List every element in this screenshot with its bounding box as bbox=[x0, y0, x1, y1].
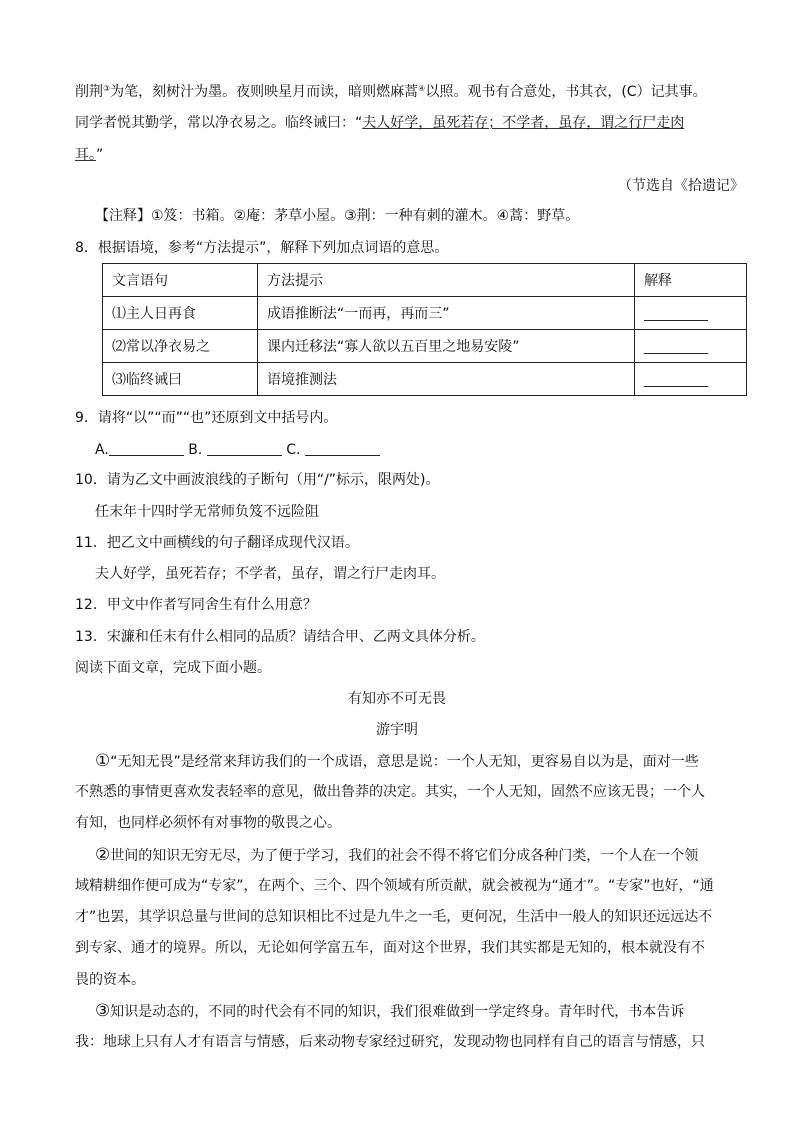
paragraph-1-line-2: 不熟悉的事情更喜欢发表轻率的意见，做出鲁莽的决定。其实，一个人无知，固然不应该无畏；一个人 bbox=[75, 784, 705, 800]
table-row bbox=[103, 297, 747, 330]
q11-sentence: 夫人好学，虽死若存；不学者，虽存，谓之行尸走肉耳。 bbox=[95, 566, 445, 582]
paragraph-1-line-3: 有知，也同样必须怀有对事物的敬畏之心。 bbox=[75, 815, 341, 831]
q10-sentence: 任末年十四时学无常师负笈不远险阻 bbox=[95, 504, 319, 520]
question-9: 9．请将“以”“而”“也”还原到文中括号内。 bbox=[75, 410, 338, 426]
underlined-sentence-end: 耳。 bbox=[75, 147, 96, 163]
header-hint: 方法提示 bbox=[258, 264, 635, 297]
article-title: 有知亦不可无畏 bbox=[348, 691, 446, 707]
question-11: 11．把乙文中画横线的句子翻译成现代汉语。 bbox=[75, 535, 359, 551]
q8-table bbox=[102, 263, 747, 396]
row-hint: 语境推测法 bbox=[258, 363, 635, 396]
question-13: 13．宋濂和任末有什么相同的品质？请结合甲、乙两文具体分析。 bbox=[75, 629, 485, 645]
article-author: 游宇明 bbox=[376, 722, 418, 738]
underlined-sentence: 夫人好学，虽死若存；不学者，虽存，谓之行尸走肉 bbox=[362, 115, 685, 131]
paragraph-3-line-1: ③知识是动态的，不同的时代会有不同的知识，我们很难做到一学定终身。青年时代，书本告诉 bbox=[95, 1001, 685, 1021]
reading-intro: 阅读下面文章，完成下面小题。 bbox=[75, 660, 271, 676]
row-sentence: ⑶临终诫曰 bbox=[103, 363, 258, 396]
header-sentence: 文言语句 bbox=[103, 264, 258, 297]
row-sentence: ⑴主人日再食 bbox=[103, 297, 258, 330]
blank-a[interactable] bbox=[109, 439, 184, 456]
paragraph-2-line-1: ②世间的知识无穷无尽，为了便于学习，我们的社会不得不将它们分成各种门类，一个人在一个领 bbox=[95, 845, 699, 865]
paragraph-2-line-3: 才”也罢，其学识总量与世间的总知识相比不过是九牛之一毛，更何况，生活中一般人的知识还远远达不 bbox=[75, 909, 713, 925]
row-sentence: ⑵常以净衣易之 bbox=[103, 330, 258, 363]
passage-line-2: 同学者悦其勤学，常以净衣易之。临终诫曰：“夫人好学，虽死若存；不学者，虽存，谓之行尸走肉 bbox=[75, 115, 685, 131]
row-hint: 课内迁移法“寡人欲以五百里之地易安陵” bbox=[258, 330, 635, 363]
table-row bbox=[103, 363, 747, 396]
annotation-notes: 【注释】①笈：书箱。②庵：茅草小屋。③荆：一种有刺的灌木。④蒿：野草。 bbox=[95, 208, 580, 224]
answer-blank-cell[interactable] bbox=[635, 330, 747, 363]
blank-b[interactable] bbox=[207, 439, 282, 456]
table-header-row bbox=[103, 264, 747, 297]
paragraph-3-line-2: 我：地球上只有人才有语言与情感，后来动物专家经过研究，发现动物也同样有自己的语言与情感，只 bbox=[75, 1034, 705, 1050]
q9-blanks: A. B. C. bbox=[95, 439, 380, 460]
question-10: 10．请为乙文中画波浪线的子断句（用“/”标示，限两处)。 bbox=[75, 472, 440, 488]
question-12: 12．甲文中作者写同舍生有什么用意？ bbox=[75, 597, 317, 613]
passage-line-1: 削荆③为笔，刻树汁为墨。夜则映星月而读，暗则燃麻蒿④以照。观书有合意处，书其衣，(C）记其事。 bbox=[75, 84, 707, 100]
row-hint: 成语推断法“一而再，再而三” bbox=[258, 297, 635, 330]
source-citation: （节选自《拾遗记》 bbox=[618, 178, 744, 194]
question-8: 8．根据语境，参考“方法提示”，解释下列加点词语的意思。 bbox=[75, 240, 449, 256]
blank-c[interactable] bbox=[305, 439, 380, 456]
answer-blank-cell[interactable] bbox=[635, 297, 747, 330]
table-row bbox=[103, 330, 747, 363]
paragraph-1-line-1: ①“无知无畏”是经常来拜访我们的一个成语，意思是说：一个人无知，更容易自以为是，面对一些 bbox=[95, 751, 699, 771]
answer-blank-cell[interactable] bbox=[635, 363, 747, 396]
header-explanation: 解释 bbox=[635, 264, 747, 297]
paragraph-2-line-2: 域精耕细作便可成为“专家”，在两个、三个、四个领域有所贡献，就会被视为“通才”。“专家”也好，“通 bbox=[75, 878, 714, 894]
passage-line-3: 耳。” bbox=[75, 147, 104, 163]
paragraph-2-line-5: 畏的资本。 bbox=[75, 972, 145, 988]
paragraph-2-line-4: 到专家、通才的境界。所以，无论如何学富五车，面对这个世界，我们其实都是无知的，根本就没有不 bbox=[75, 940, 705, 956]
